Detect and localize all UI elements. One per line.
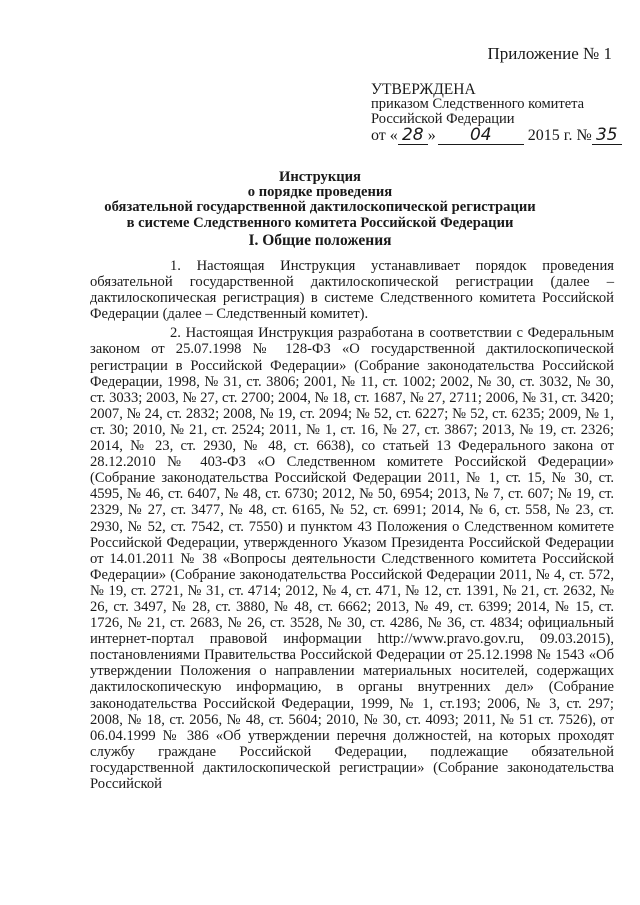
paragraph-1 (90, 258, 614, 322)
handwritten-order-number: 35 (592, 127, 622, 145)
date-prefix: от « (371, 127, 398, 144)
date-mid: » (427, 127, 436, 144)
document-body (90, 258, 614, 792)
appendix-label: Приложение № 1 (487, 44, 612, 63)
title-line-3: обязательной государственной дактилоскопической регистрации (104, 199, 536, 216)
document-title (96, 170, 544, 231)
title-line-1: Инструкция (279, 169, 361, 185)
paragraph-2 (90, 325, 614, 792)
approval-block (371, 82, 584, 127)
approval-date-line (371, 127, 622, 145)
title-line-2: о порядке проведения (247, 184, 393, 201)
approval-title: УТВЕРЖДЕНА (371, 81, 476, 98)
section-heading: I. Общие положения (248, 232, 392, 249)
paragraph-text: Настоящая Инструкция устанавливает порядок проведения обязательной государственной дактилоскопической регистрации (далее – дактилоскопическая регистрация) в системе Следственного комитета Российской Федерации (далее – Следственный комитет). (90, 258, 614, 323)
date-year-number: 2015 г. № (527, 127, 592, 144)
approval-order-line: приказом Следственного комитета (371, 96, 585, 112)
approval-org-line: Российской Федерации (371, 111, 515, 127)
paragraph-number: 2. (170, 325, 181, 342)
paragraph-number: 1. (170, 258, 181, 274)
title-line-4: в системе Следственного комитета Российской Федерации (126, 214, 514, 231)
handwritten-day: 28 (398, 127, 428, 145)
paragraph-text: Настоящая Инструкция разработана в соответствии с Федеральным законом от 25.07.1998 № 128-ФЗ «О государственной дактилоскопической регистрации в Российской Федерации» (Собрание законодательства Российской Федерации, 1998, № 31, ст. 3806; 2001, № 11, ст. 1002; 2002, № 30, ст. 3032, № 30, ст. 3033; 2003, № 27, ст. 2700; 2004, № 18, ст. 1687, № 27, 2711; 2006, № 31, ст. 3420; 2007, № 24, ст. 2832; 2008, № 19, ст. 2094; № 52, ст. 6227; № 52, ст. 6235; 2009, № 1, ст. 30; 2010, № 21, ст. 2524; 2011, № 1, ст. 16, № 27, ст. 3867; 2013, № 19, ст. 2326; 2014, № 23, ст. 2930, № 48, ст. 6638), со статьей 13 Федерального закона от 28.12.2010 № 403-ФЗ «О Следственном комитете Российской Федерации» (Собрание законодательства Российской Федерации 2011, № 1, ст. 15, № 30, ст. 4595, № 46, ст. 6407, № 48, ст. 6730; 2012, № 50, 6954; 2013, № 7, ст. 607; № 19, ст. 2329, № 27, ст. 3477, № 48, ст. 6165, № 52, ст. 6991; 2014, № 6, ст. 558, № 23, ст. 2930, № 52, ст. 7542, ст. 7550) и пунктом 43 Положения о Следственном комитете Российской Федерации, утвержденного Указом Президента Российской Федерации от 14.01.2011 № 38 «Вопросы деятельности Следственного комитета Российской Федерации» (Собрание законодательства Российской Федерации 2011, № 4, ст. 572, № 19, ст. 2721, № 31, ст. 4714; 2012, № 4, ст. 471, № 12, ст. 1391, № 21, ст. 2632, № 26, ст. 3497, № 28, ст. 3880, № 48, ст. 6662; 2013, № 49, ст. 6399; 2014, № 15, ст. 1726, № 21, ст. 2683, № 26, ст. 3528, № 30, ст. 4286, № 36, ст. 4834; официальный интернет-портал правовой информации http://www.pravo.gov.ru, 09.03.2015), постановлениями Правительства Российской Федерации от 25.12.1998 № 1543 «Об утверждении Положения о направлении материальных носителей, содержащих дактилоскопическую информацию, в органы внутренних дел» (Собрание законодательства Российской Федерации, 1999, № 1, ст.193; 2006, № 3, ст. 297; 2008, № 18, ст. 2056, № 48, ст. 5604; 2010, № 30, ст. 4093; 2011, № 51 ст. 7526), от 06.04.1999 № 386 «Об утверждении перечня должностей, на которых проходят службу граждане Российской Федерации, подлежащие обязательной государственной дактилоскопической регистрации» (Собрание законодательства Российской (90, 325, 614, 792)
handwritten-month: 04 (438, 127, 524, 145)
